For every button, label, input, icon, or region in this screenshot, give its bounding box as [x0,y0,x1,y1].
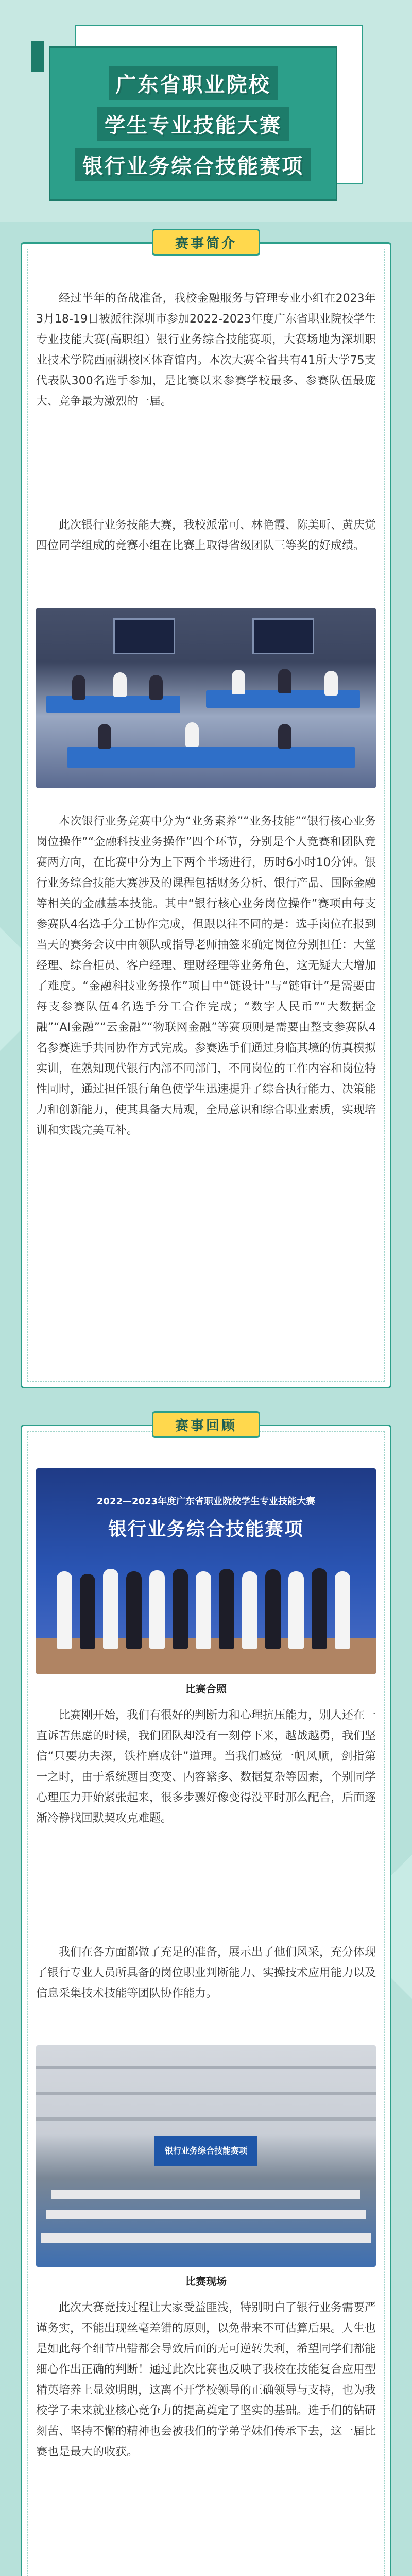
group-member [288,1571,304,1649]
room-person [113,672,127,697]
section-review-tag: 赛事回顾 [152,1411,260,1438]
group-member [335,1571,350,1649]
group-photo-banner-line1: 2022—2023年度广东省职业院校学生专业技能大赛 [96,1496,316,1507]
room-screen [113,618,175,654]
ceiling-beam [36,2066,376,2069]
room-person [324,671,338,696]
group-member [80,1574,95,1649]
room-person [72,675,85,700]
header-title-line-3: 银行业务综合技能赛项 [75,148,311,181]
room-person [149,675,163,700]
room-person [185,722,199,747]
room-person [98,724,111,749]
header-title-line-1: 广东省职业院校 [109,66,278,100]
intro-paragraph-2: 此次银行业务技能大赛，我校派常可、林艳霞、陈美昕、黄庆觉四位同学组成的竞赛小组在比赛上取得省级团队三等奖的好成绩。 [36,519,376,552]
group-photo-caption: 比赛合照 [185,1683,227,1695]
venue-banner: 银行业务综合技能赛项 [154,2136,258,2166]
intro-paragraph-3: 本次银行业务竞赛中分为“业务素养”“业务技能”“银行核心业务岗位操作”“金融科技业务操作”四个环节，分别是个人竞赛和团队竞赛两方向，在比赛中分为上下两个半场进行，历时6小时10分钟。银行业务综合技能大赛涉及的课程包括财务分析、银行产品、国际金融等相关的金融基本技能。其中“银行核心业务岗位操作”赛项由每支参赛队4名选手分工协作完成，但跟以往不同的是：选手岗位在报到当天的赛务会议中由领队或指导老师抽签来确定岗位分别担任：大堂经理、综合柜员、客户经理、理财经理等业务角色，这无疑大大增加了难度。“金融科技业务操作”项目中“链设计”与“链审计”是需要由每支参赛队伍4名选手分工合作完成；“数字人民币”“大数据金融”“AI金融”“云金融”“物联网金融”等赛项则是需要由整支参赛队4名参赛选手共同协作方式完成。参赛选手们通过身临其境的仿真模拟实训，在熟知现代银行内部不同部门，不同岗位的工作内容和岗位特性同时，通过担任银行角色使学生迅速提升了综合执行能力、决策能力和创新能力，使其具备大局观，全局意识和综合职业素质，实现培训和实践完美互补。 [36,815,376,1137]
group-member [312,1568,327,1649]
group-member [103,1569,118,1649]
review-paragraph-1: 比赛刚开始，我们有很好的判断力和心理抗压能力，别人还在一直诉苦焦虑的时候，我们团队却没有一刻停下来，越战越勇，我们坚信“只要功夫深，铁杵磨成针”道理。当我们感觉一帆风顺，剑指第一之时，由于系统题目变变、内容繁多、数据复杂等因素，个别同学心理压力开始紧张起来，很多步骤好像变得没平时那么配合，后面逐渐冷静找回默契攻克难题。 [36,1709,376,1825]
header-banner [0,0,412,222]
room-desk [67,747,355,768]
review-paragraph-3: 此次大赛竞技过程让大家受益匪浅，特别明白了银行业务需要严谨务实，不能出现丝毫差错的原则，以免带来不可估算后果。人生也是如此每个细节出错都会导致后面的无可逆转失利，希望同学们都能细心作出正确的判断！通过此次比赛也反映了我校在技能复合应用型精英培养上显效明朗，这离不开学校领导的正确领导与支持，也为我校学子未来就业核心竞争力的提高奠定了坚实的基础。选手们的钻研刻苦、坚持不懈的精神也会被我们的学弟学妹们传承下去，这一届比赛也是最大的收获。 [36,2301,376,2459]
group-member [126,1571,142,1649]
section-intro-tag: 赛事简介 [152,229,260,256]
venue-photo-caption: 比赛现场 [185,2275,227,2287]
room-person [278,669,291,693]
group-member [196,1571,211,1649]
group-member [219,1569,234,1649]
header-tab-decoration [31,41,44,72]
group-photo [36,1468,376,1674]
ceiling-beam [36,2117,376,2121]
room-screen [252,618,314,654]
intro-paragraph-1: 经过半年的备战准备，我校金融服务与管理专业小组在2023年3月18-19日被派往深圳市参加2022-2023年度广东省职业院校学生专业技能大赛(高职组）银行业务综合技能赛项，大赛场地为深圳职业技术学院西丽湖校区体育馆内。本次大赛全省共有41所大学75支代表队300名选手参加，是比赛以来参赛学校最多、参赛队伍最庞大、竞争最为激烈的一届。 [36,292,376,408]
competition-room-photo [36,608,376,788]
group-member [149,1570,165,1649]
group-photo-banner-line2: 银行业务综合技能赛项 [108,1519,304,1540]
group-member [242,1571,258,1649]
header-title-line-2: 学生专业技能大赛 [97,107,289,141]
room-person [278,724,291,749]
ceiling-beam [36,2092,376,2095]
venue-desk-row [46,2210,366,2219]
review-paragraph-2: 我们在各方面都做了充足的准备，展示出了他们风采，充分体现了银行专业人员所具备的岗位职业判断能力、实操技术应用能力以及信息采集技术技能等团队协作能力。 [36,1946,376,2000]
group-member [173,1569,188,1649]
venue-desk-row [41,2233,371,2243]
competition-venue-photo [36,2045,376,2267]
header-title-panel [49,46,337,201]
group-member [265,1569,281,1649]
group-member [57,1571,72,1649]
venue-desk-row [52,2190,360,2199]
room-person [232,670,245,694]
